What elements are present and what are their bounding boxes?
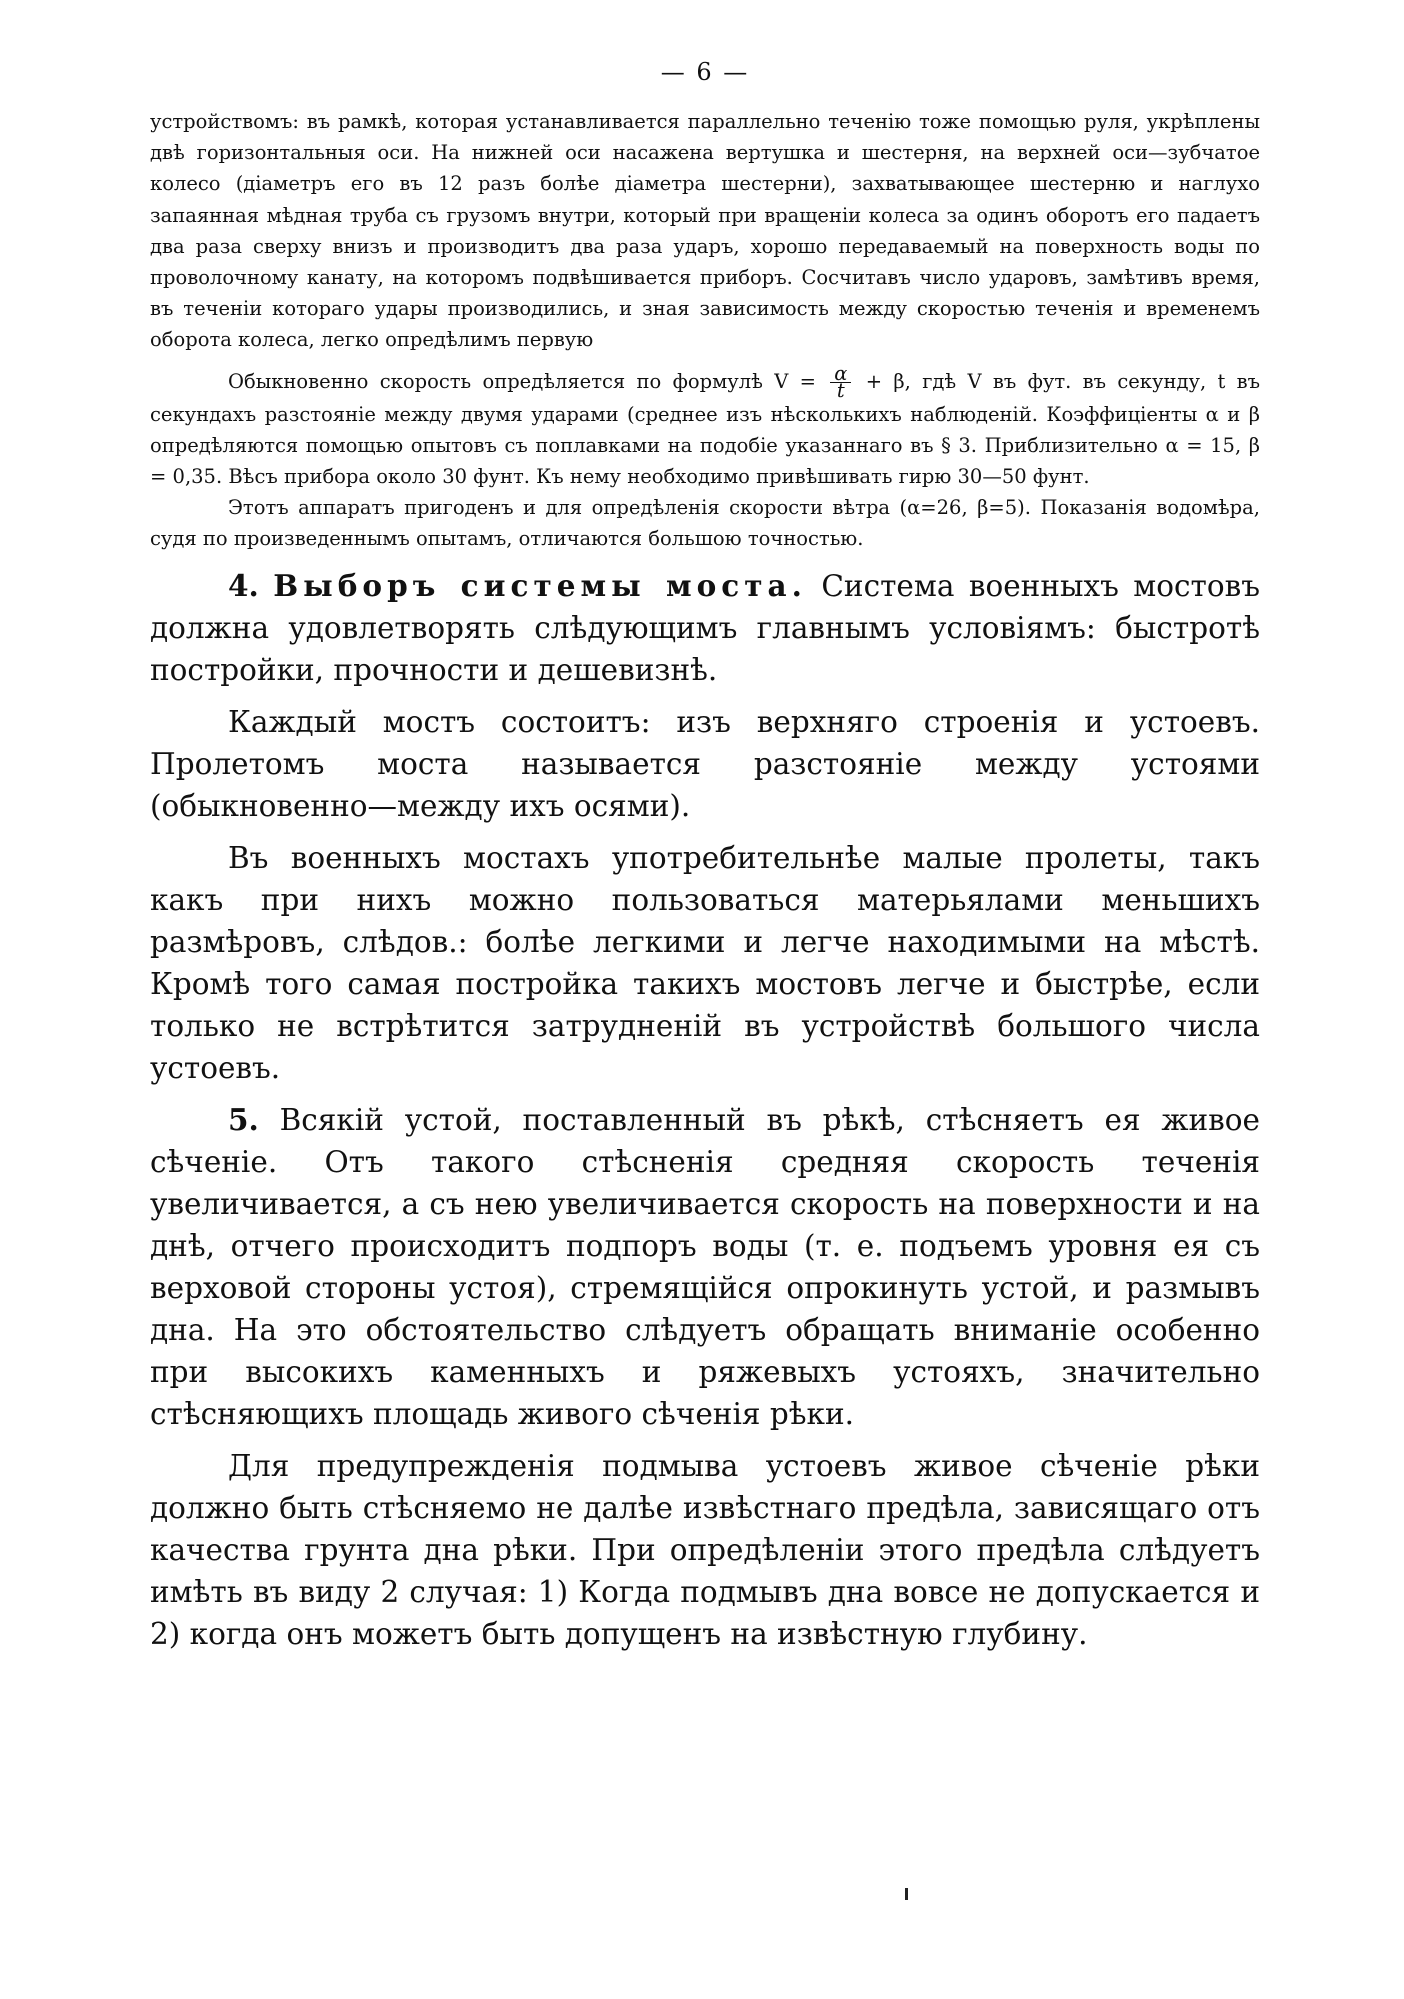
formula-fraction [830, 361, 851, 402]
print-mark [905, 1888, 908, 1900]
formula-text-after: + β, гдѣ V въ фут. въ секунду, t въ секундахъ разстоянiе между двумя ударами (среднее изъ нѣсколькихъ наблюденiй. Коэффицiенты α и β опредѣляются помощью опытовъ съ поплавками на подобiе указаннаго въ § 3. Приблизительно α = 15, β = 0,35. Вѣсъ прибора около 30 фунт. Къ нему необходимо привѣшивать гирю 30—50 фунт. [150, 369, 1260, 489]
section-5-paragraph [150, 1099, 1260, 1435]
bridge-composition-paragraph: Каждый мостъ состоитъ: изъ верхняго строенiя и устоевъ. Пролетомъ моста называется разстоянiе между устоями (обыкновенно—между ихъ осями). [150, 704, 1260, 823]
formula-text-before: Обыкновенно скорость опредѣляется по формулѣ V = [228, 369, 828, 393]
section-4-title: Выборъ системы моста. [273, 567, 807, 603]
section-5-number: 5. [228, 1101, 259, 1137]
fraction-numerator: α [830, 366, 851, 383]
page-body [150, 58, 1260, 1655]
apparatus-description-paragraph: устройствомъ: въ рамкѣ, которая устанавливается параллельно теченiю тоже помощью руля, укрѣплены двѣ горизонтальныя оси. На нижней оси насажена вертушка и шестерня, на верхней оси—зубчатое колесо (дiаметръ его въ 12 разъ болѣе дiаметра шестерни), захватывающее шестерню и наглухо запаянная мѣдная труба съ грузомъ внутри, который при вращенiи колеса за одинъ оборотъ его падаетъ два раза сверху внизъ и производитъ два раза ударъ, хорошо передаваемый на поверхность воды по проволочному канату, на которомъ подвѣшивается приборъ. Сосчитавъ число ударовъ, замѣтивъ время, въ теченiи котораго удары производились, и зная зависимость между скоростью теченiя и временемъ оборота колеса, легко опредѣлимъ первую [150, 110, 1260, 352]
section-4-text: Система военныхъ мостовъ должна удовлетворять слѣдующимъ главнымъ условiямъ: быстротѣ постройки, прочности и дешевизнѣ. [150, 568, 1260, 687]
military-bridges-paragraph: Въ военныхъ мостахъ употребительнѣе малые пролеты, такъ какъ при нихъ можно пользоваться матерьялами меньшихъ размѣровъ, слѣдов.: болѣе легкими и легче находимыми на мѣстѣ. Кромѣ того самая постройка такихъ мостовъ легче и быстрѣе, если только не встрѣтится затрудненiй въ устройствѣ большого числа устоевъ. [150, 840, 1260, 1085]
section-4-paragraph [150, 565, 1260, 691]
page-number: — 6 — [660, 58, 750, 86]
fraction-denominator: t [836, 378, 845, 402]
formula-paragraph [150, 361, 1260, 493]
scour-prevention-paragraph: Для предупрежденiя подмыва устоевъ живое сѣченiе рѣки должно быть стѣсняемо не далѣе извѣстнаго предѣла, зависящаго отъ качества грунта дна рѣки. При опредѣленiи этого предѣла слѣдуетъ имѣть въ виду 2 случая: 1) Когда подмывъ дна вовсе не допускается и 2) когда онъ можетъ быть допущенъ на извѣстную глубину. [150, 1448, 1260, 1651]
wind-speed-paragraph: Этотъ аппаратъ пригоденъ и для опредѣленiя скорости вѣтра (α=26, β=5). Показанiя водомѣра, судя по произведеннымъ опытамъ, отличаются большою точностью. [150, 496, 1260, 551]
section-4-number: 4. [228, 567, 259, 603]
section-5-text: Всякiй устой, поставленный въ рѣкѣ, стѣсняетъ ея живое сѣченiе. Отъ такого стѣсненiя средняя скорость теченiя увеличивается, а съ нею увеличивается скорость на поверхности и на днѣ, отчего происходитъ подпоръ воды (т. е. подъемъ уровня ея съ верховой стороны устоя), стремящiйся опрокинуть устой, и размывъ дна. На это обстоятельство слѣдуетъ обращать вниманiе особенно при высокихъ каменныхъ и ряжевыхъ устояхъ, значительно стѣсняющихъ площадь живого сѣченiя рѣки. [150, 1102, 1260, 1431]
